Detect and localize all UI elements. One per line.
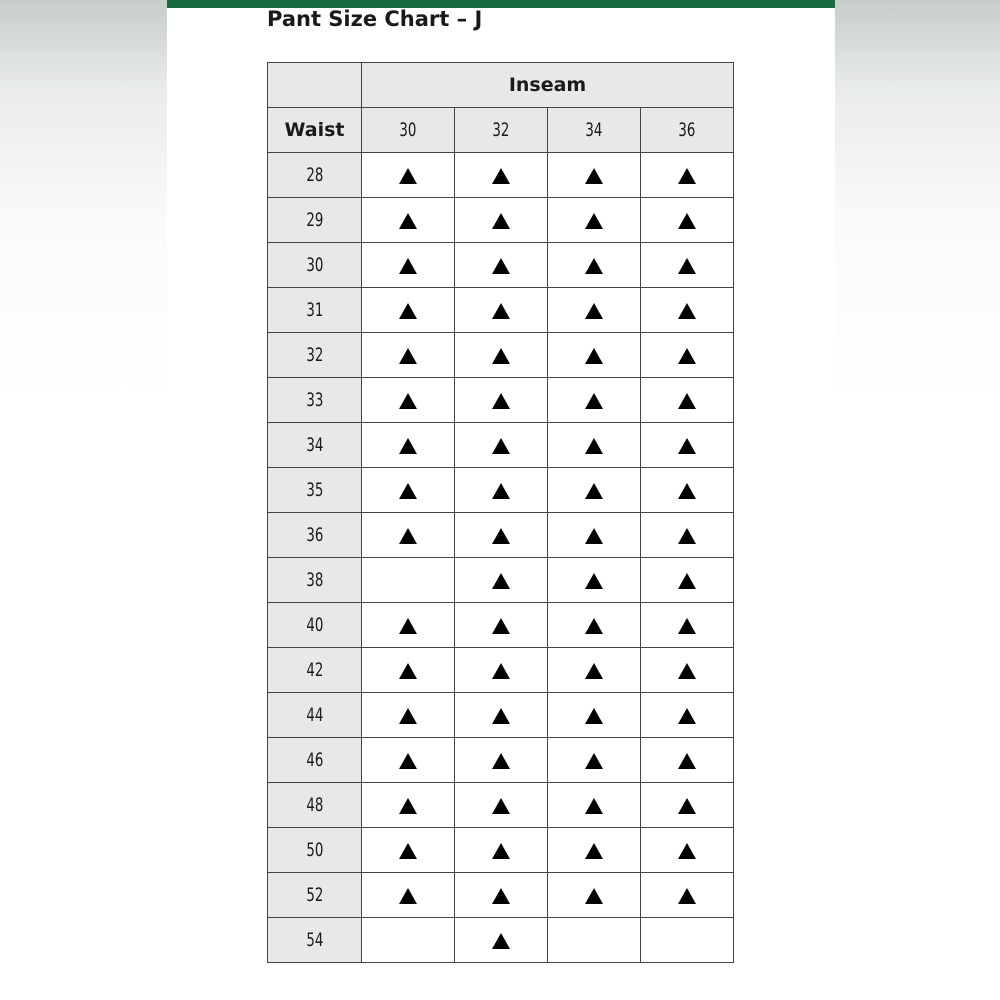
size-cell	[455, 828, 548, 873]
waist-cell: 32	[268, 333, 362, 378]
size-cell	[641, 468, 734, 513]
table-row	[268, 738, 734, 783]
size-chart-table	[267, 62, 734, 963]
triangle-icon	[678, 843, 696, 859]
triangle-icon	[399, 753, 417, 769]
triangle-icon	[585, 213, 603, 229]
waist-cell: 52	[268, 873, 362, 918]
size-cell	[641, 918, 734, 963]
waist-cell: 54	[268, 918, 362, 963]
size-cell	[455, 558, 548, 603]
inseam-column-header: 30	[362, 108, 455, 153]
triangle-icon	[492, 393, 510, 409]
size-cell	[455, 423, 548, 468]
triangle-icon	[585, 168, 603, 184]
triangle-icon	[678, 708, 696, 724]
table-row	[268, 333, 734, 378]
triangle-icon	[585, 843, 603, 859]
triangle-icon	[399, 168, 417, 184]
triangle-icon	[492, 303, 510, 319]
size-cell	[641, 288, 734, 333]
size-cell	[548, 468, 641, 513]
waist-cell: 34	[268, 423, 362, 468]
triangle-icon	[492, 168, 510, 184]
size-cell	[548, 333, 641, 378]
table-row	[268, 198, 734, 243]
size-cell	[548, 918, 641, 963]
triangle-icon	[399, 393, 417, 409]
size-cell	[455, 783, 548, 828]
triangle-icon	[678, 528, 696, 544]
triangle-icon	[399, 483, 417, 499]
triangle-icon	[492, 213, 510, 229]
inseam-column-header: 32	[455, 108, 548, 153]
triangle-icon	[585, 573, 603, 589]
triangle-icon	[678, 258, 696, 274]
triangle-icon	[678, 438, 696, 454]
triangle-icon	[399, 303, 417, 319]
size-cell	[641, 513, 734, 558]
triangle-icon	[399, 663, 417, 679]
size-cell	[641, 648, 734, 693]
triangle-icon	[678, 663, 696, 679]
table-row	[268, 558, 734, 603]
size-cell	[641, 738, 734, 783]
table-row	[268, 873, 734, 918]
waist-cell: 30	[268, 243, 362, 288]
triangle-icon	[585, 258, 603, 274]
size-cell	[455, 918, 548, 963]
waist-cell: 33	[268, 378, 362, 423]
size-cell	[455, 693, 548, 738]
triangle-icon	[585, 618, 603, 634]
triangle-icon	[678, 168, 696, 184]
triangle-icon	[585, 798, 603, 814]
waist-header: Waist	[268, 108, 362, 153]
page-title: Pant Size Chart – J	[267, 7, 483, 31]
size-cell	[362, 558, 455, 603]
triangle-icon	[678, 483, 696, 499]
size-cell	[548, 693, 641, 738]
size-cell	[548, 558, 641, 603]
size-cell	[362, 378, 455, 423]
triangle-icon	[492, 573, 510, 589]
size-table-body	[268, 153, 734, 963]
triangle-icon	[399, 528, 417, 544]
triangle-icon	[399, 618, 417, 634]
size-cell	[455, 153, 548, 198]
waist-cell: 48	[268, 783, 362, 828]
size-cell	[362, 468, 455, 513]
size-cell	[641, 873, 734, 918]
size-cell	[641, 423, 734, 468]
table-row	[268, 918, 734, 963]
triangle-icon	[492, 888, 510, 904]
size-cell	[362, 243, 455, 288]
waist-cell: 35	[268, 468, 362, 513]
size-cell	[548, 243, 641, 288]
triangle-icon	[585, 438, 603, 454]
size-cell	[362, 198, 455, 243]
triangle-icon	[585, 888, 603, 904]
column-header-row	[268, 108, 734, 153]
size-cell	[362, 333, 455, 378]
size-cell	[455, 603, 548, 648]
size-cell	[455, 873, 548, 918]
table-row	[268, 648, 734, 693]
table-row	[268, 783, 734, 828]
table-row	[268, 153, 734, 198]
size-cell	[548, 648, 641, 693]
triangle-icon	[492, 708, 510, 724]
waist-cell: 44	[268, 693, 362, 738]
size-cell	[362, 513, 455, 558]
triangle-icon	[399, 213, 417, 229]
triangle-icon	[678, 303, 696, 319]
triangle-icon	[399, 798, 417, 814]
size-cell	[548, 783, 641, 828]
triangle-icon	[678, 798, 696, 814]
triangle-icon	[492, 798, 510, 814]
table-row	[268, 693, 734, 738]
triangle-icon	[678, 348, 696, 364]
table-row	[268, 603, 734, 648]
triangle-icon	[585, 528, 603, 544]
triangle-icon	[585, 708, 603, 724]
triangle-icon	[492, 753, 510, 769]
triangle-icon	[585, 483, 603, 499]
waist-cell: 46	[268, 738, 362, 783]
inseam-header: Inseam	[362, 63, 734, 108]
size-cell	[362, 873, 455, 918]
size-cell	[548, 603, 641, 648]
waist-cell: 29	[268, 198, 362, 243]
table-row	[268, 513, 734, 558]
size-cell	[362, 423, 455, 468]
triangle-icon	[678, 888, 696, 904]
triangle-icon	[399, 258, 417, 274]
triangle-icon	[492, 483, 510, 499]
table-row	[268, 288, 734, 333]
triangle-icon	[492, 438, 510, 454]
size-cell	[362, 693, 455, 738]
size-cell	[548, 738, 641, 783]
size-cell	[548, 153, 641, 198]
size-cell	[455, 738, 548, 783]
triangle-icon	[399, 438, 417, 454]
size-cell	[641, 378, 734, 423]
waist-cell: 31	[268, 288, 362, 333]
waist-cell: 42	[268, 648, 362, 693]
size-cell	[362, 738, 455, 783]
table-row	[268, 468, 734, 513]
size-cell	[548, 288, 641, 333]
size-chart-page	[167, 0, 835, 1000]
size-cell	[641, 828, 734, 873]
corner-cell	[268, 63, 362, 108]
size-cell	[455, 513, 548, 558]
waist-cell: 28	[268, 153, 362, 198]
triangle-icon	[399, 843, 417, 859]
triangle-icon	[492, 933, 510, 949]
size-cell	[362, 918, 455, 963]
size-cell	[548, 378, 641, 423]
size-cell	[641, 153, 734, 198]
size-cell	[641, 333, 734, 378]
triangle-icon	[492, 663, 510, 679]
size-cell	[455, 378, 548, 423]
size-cell	[641, 198, 734, 243]
inseam-column-header: 34	[548, 108, 641, 153]
table-row	[268, 243, 734, 288]
triangle-icon	[585, 663, 603, 679]
size-cell	[455, 243, 548, 288]
triangle-icon	[399, 708, 417, 724]
waist-cell: 40	[268, 603, 362, 648]
size-cell	[455, 333, 548, 378]
triangle-icon	[678, 753, 696, 769]
waist-cell: 38	[268, 558, 362, 603]
triangle-icon	[585, 303, 603, 319]
triangle-icon	[585, 753, 603, 769]
size-cell	[362, 603, 455, 648]
size-cell	[548, 513, 641, 558]
size-cell	[362, 828, 455, 873]
triangle-icon	[492, 528, 510, 544]
triangle-icon	[492, 348, 510, 364]
waist-cell: 36	[268, 513, 362, 558]
triangle-icon	[678, 213, 696, 229]
triangle-icon	[492, 618, 510, 634]
triangle-icon	[585, 348, 603, 364]
size-cell	[641, 693, 734, 738]
size-cell	[362, 783, 455, 828]
triangle-icon	[678, 393, 696, 409]
size-cell	[641, 783, 734, 828]
size-cell	[455, 648, 548, 693]
triangle-icon	[492, 258, 510, 274]
size-cell	[548, 423, 641, 468]
size-cell	[641, 558, 734, 603]
size-cell	[362, 648, 455, 693]
waist-cell: 50	[268, 828, 362, 873]
triangle-icon	[678, 618, 696, 634]
size-cell	[548, 873, 641, 918]
triangle-icon	[678, 573, 696, 589]
size-cell	[641, 243, 734, 288]
table-row	[268, 828, 734, 873]
inseam-column-header: 36	[641, 108, 734, 153]
triangle-icon	[399, 348, 417, 364]
inseam-header-row	[268, 63, 734, 108]
size-cell	[362, 288, 455, 333]
triangle-icon	[585, 393, 603, 409]
triangle-icon	[399, 888, 417, 904]
table-row	[268, 378, 734, 423]
size-cell	[455, 468, 548, 513]
size-cell	[548, 198, 641, 243]
size-cell	[548, 828, 641, 873]
size-cell	[455, 288, 548, 333]
table-row	[268, 423, 734, 468]
size-cell	[641, 603, 734, 648]
size-cell	[455, 198, 548, 243]
triangle-icon	[492, 843, 510, 859]
size-cell	[362, 153, 455, 198]
